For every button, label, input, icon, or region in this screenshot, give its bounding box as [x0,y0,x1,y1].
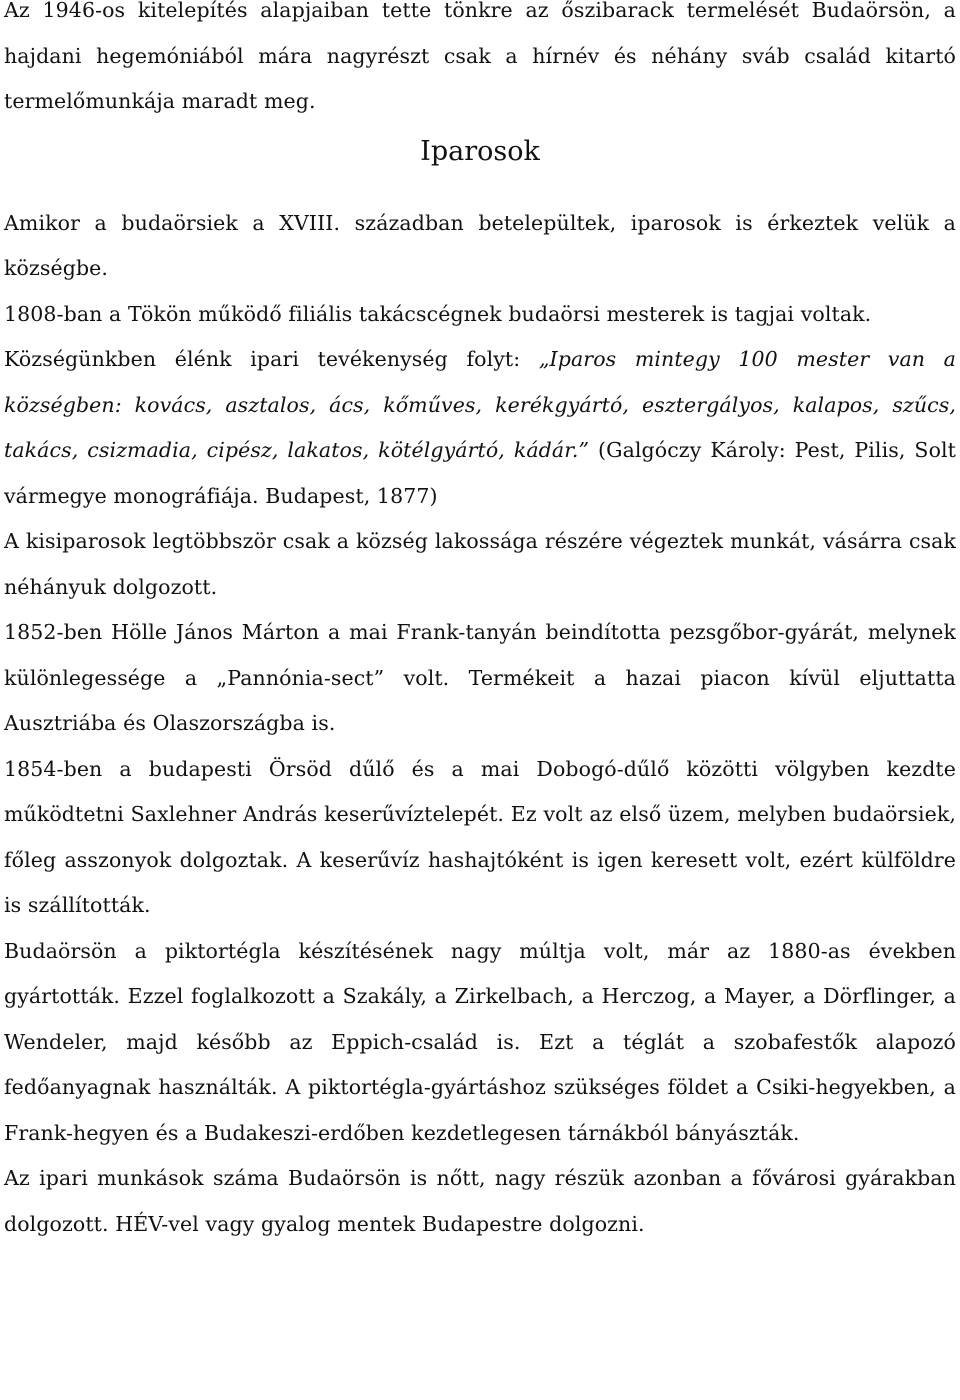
citation-text: (Galgóczy Károly: Pest, Pilis, Solt vármegye monográfiája. Budapest, 1877) [4,438,956,508]
paragraph-weaver-guild: 1808-ban a Tökön működő filiális takácscégnek budaörsi mesterek is tagjai voltak. [4,301,872,326]
intro-paragraph: Az 1946-os kitelepítés alapjaiban tette tönkre az őszibarack termelését Budaörsön, a hajdani hegemóniából mára nagyrészt csak a hírnév és néhány sváb család kitartó termelőmunkája maradt meg. [4,0,956,113]
section-heading-iparosok: Iparosok [420,135,540,167]
paragraph-sparkling-wine: 1852-ben Hölle János Márton a mai Frank-tanyán beindította pezsgőbor-gyárát, melynek különlegessége a „Pannónia-sect” volt. Termékeit a hazai piacon kívül eljuttatta Ausztriába és Olaszországba is. [4,620,956,735]
paragraph-settlement: Amikor a budaörsiek a XVIII. században betelepültek, iparosok is érkeztek velük a községbe. [4,210,956,280]
paragraph-small-craftsmen: A kisiparosok legtöbbször csak a község lakossága részére végeztek munkát, vásárra csak néhányuk dolgozott. [4,529,956,599]
paragraph-industry-activity [4,337,956,519]
industry-quote: „Iparos mintegy 100 mester van a községben: kovács, asztalos, ács, kőműves, kerékgyártó, esztergályos, kalapos, szűcs, takács, csizmadia, cipész, lakatos, kötélgyártó, kádár.” [4,347,956,462]
paragraph-industrial-workers: Az ipari munkások száma Budaörsön is nőtt, nagy részük azonban a fővárosi gyárakban dolgozott. HÉV-vel vagy gyalog mentek Budapestre dolgozni. [4,1166,956,1236]
paragraph-painter-brick: Budaörsön a piktortégla készítésének nagy múltja volt, már az 1880-as években gyártották. Ezzel foglalkozott a Szakály, a Zirkelbach, a Herczog, a Mayer, a Dörflinger, a Wendeler, majd később az Eppich-család is. Ezt a téglát a szobafestők alapozó fedőanyagnak használták. A piktortégla-gyártáshoz szükséges földet a Csiki-hegyekben, a Frank-hegyen és a Budakeszi-erdőben kezdetlegesen tárnákból bányászták. [4,938,956,1145]
paragraph-bitter-water: 1854-ben a budapesti Örsöd dűlő és a mai Dobogó-dűlő közötti völgyben kezdte működtetni Saxlehner András keserűvíztelepét. Ez volt az első üzem, melyben budaörsiek, főleg asszonyok dolgoztak. A keserűvíz hashajtóként is igen keresett volt, ezért külföldre is szállították. [4,756,956,917]
industry-intro-text: Községünkben élénk ipari tevékenység folyt: [4,347,539,371]
